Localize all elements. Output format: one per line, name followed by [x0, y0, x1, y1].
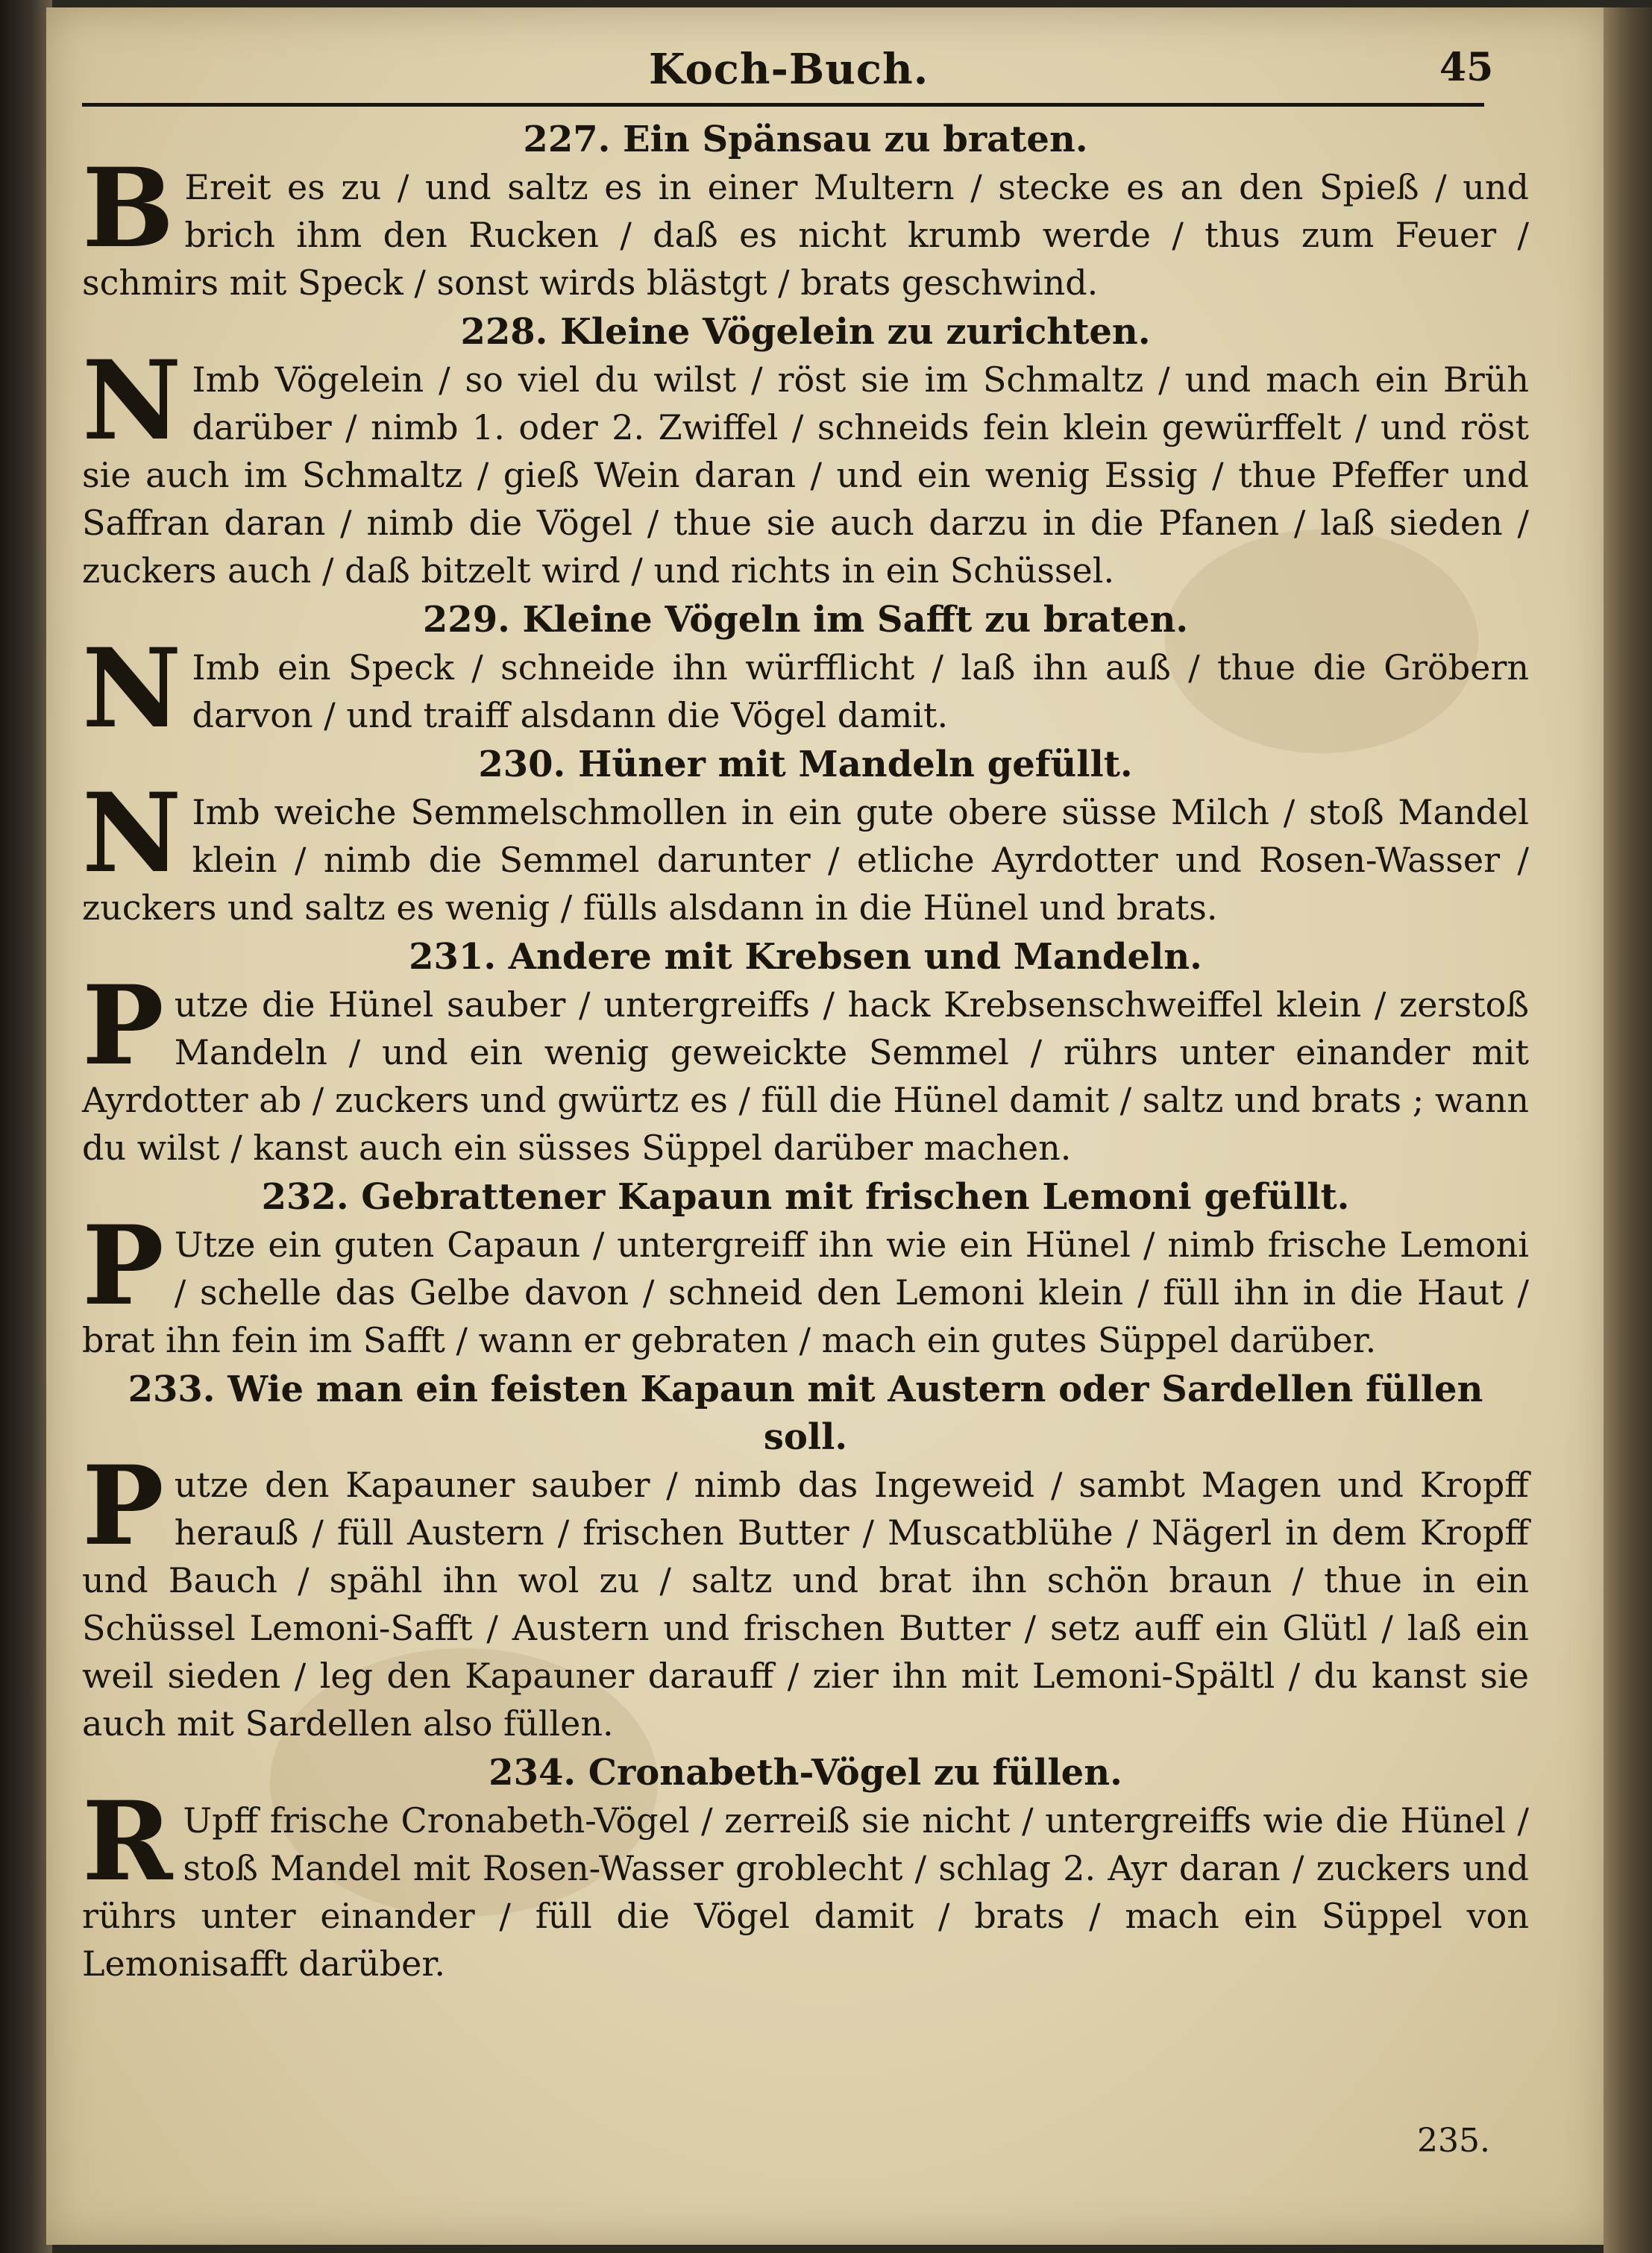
recipe-heading: 234. Cronabeth-Vögel zu füllen.	[489, 1752, 1122, 1794]
running-title: Koch-Buch.	[649, 45, 929, 94]
recipe-heading: 233. Wie man ein feisten Kapaun mit Austern oder Sardellen füllen soll.	[128, 1369, 1483, 1458]
recipe-heading: 231. Andere mit Krebsen und Mandeln.	[409, 936, 1202, 978]
recipe-heading: 232. Gebrattener Kapaun mit frischen Lemoni gefüllt.	[261, 1176, 1350, 1218]
header-rule	[82, 103, 1484, 107]
recipe-232	[82, 1173, 1529, 1364]
page-header	[82, 45, 1529, 116]
page-number: 45	[1439, 45, 1494, 90]
recipe-233	[82, 1366, 1529, 1747]
recipe-text: Putze die Hünel sauber / untergreiffs / hack Krebsenschweiffel klein / zerstoß Mandeln / und ein wenig geweickte Semmel / rührs unter einander mit Ayrdotter ab / zuckers und gwürtz es / füll die Hünel damit / saltz und brats ; wann du wilst / kanst auch ein süsses Süppel darüber machen.	[82, 962, 1529, 1168]
recipe-text: NImb ein Speck / schneide ihn würfflicht / laß ihn auß / thue die Gröbern darvon / und traiff alsdann die Vögel damit.	[82, 625, 1529, 752]
recipe-228	[82, 308, 1529, 594]
recipe-231	[82, 933, 1529, 1172]
recipe-text: BEreit es zu / und saltz es in einer Multern / stecke es an den Spieß / und brich ihm den Rucken / daß es nicht krumb werde / thus zum Feuer / schmirs mit Speck / sonst wirds blästgt / brats geschwind.	[82, 145, 1529, 303]
recipe-text: Putze den Kapauner sauber / nimb das Ingeweid / sambt Magen und Kropff herauß / füll Austern / frischen Butter / Muscatblühe / Nägerl in dem Kropff und Bauch / spähl ihn wol zu / saltz und brat ihn schön braun / thue in ein Schüssel Lemoni-Safft / Austern und frischen Butter / setz auff ein Glütl / laß ein weil sieden / leg den Kapauner darauff / zier ihn mit Lemoni-Spältl / du kanst sie auch mit Sardellen also füllen.	[82, 1442, 1529, 1744]
page-edge	[1604, 7, 1652, 2253]
recipe-heading: 228. Kleine Vögelein zu zurichten.	[460, 311, 1151, 353]
recipe-heading: 227. Ein Spänsau zu braten.	[523, 119, 1088, 160]
recipe-234	[82, 1749, 1529, 1988]
recipe-heading: 230. Hüner mit Mandeln gefüllt.	[478, 744, 1133, 785]
catchword: 235.	[1417, 2122, 1490, 2160]
recipe-text: PUtze ein guten Capaun / untergreiff ihn wie ein Hünel / nimb frische Lemoni / schelle das Gelbe davon / schneid den Lemoni klein / füll ihn in die Haut / brat ihn fein im Safft / wann er gebraten / mach ein gutes Süppel darüber.	[82, 1202, 1529, 1360]
recipe-229	[82, 596, 1529, 752]
recipe-227	[82, 116, 1529, 307]
page-content	[82, 45, 1529, 1989]
recipe-text: NImb weiche Semmelschmollen in ein gute obere süsse Milch / stoß Mandel klein / nimb die Semmel darunter / etliche Ayrdotter und Rosen-Wasser / zuckers und saltz es wenig / fülls alsdann in die Hünel und brats.	[82, 770, 1529, 928]
recipe-230	[82, 741, 1529, 931]
recipe-text: NImb Vögelein / so viel du wilst / röst sie im Schmaltz / und mach ein Brüh darüber / nimb 1. oder 2. Zwiffel / schneids fein klein gewürffelt / und röst sie auch im Schmaltz / gieß Wein daran / und ein wenig Essig / thue Pfeffer und Saffran daran / nimb die Vögel / thue sie auch darzu in die Pfanen / laß sieden / zuckers auch / daß bitzelt wird / und richts in ein Schüssel.	[82, 337, 1529, 591]
recipe-heading: 229. Kleine Vögeln im Safft zu braten.	[422, 599, 1189, 641]
recipe-text: RUpff frische Cronabeth-Vögel / zerreiß sie nicht / untergreiffs wie die Hünel / stoß Mandel mit Rosen-Wasser groblecht / schlag 2. Ayr daran / zuckers und rührs unter einander / füll die Vögel damit / brats / mach ein Süppel von Lemonisafft darüber.	[82, 1778, 1529, 1984]
book-binding	[0, 0, 52, 2253]
